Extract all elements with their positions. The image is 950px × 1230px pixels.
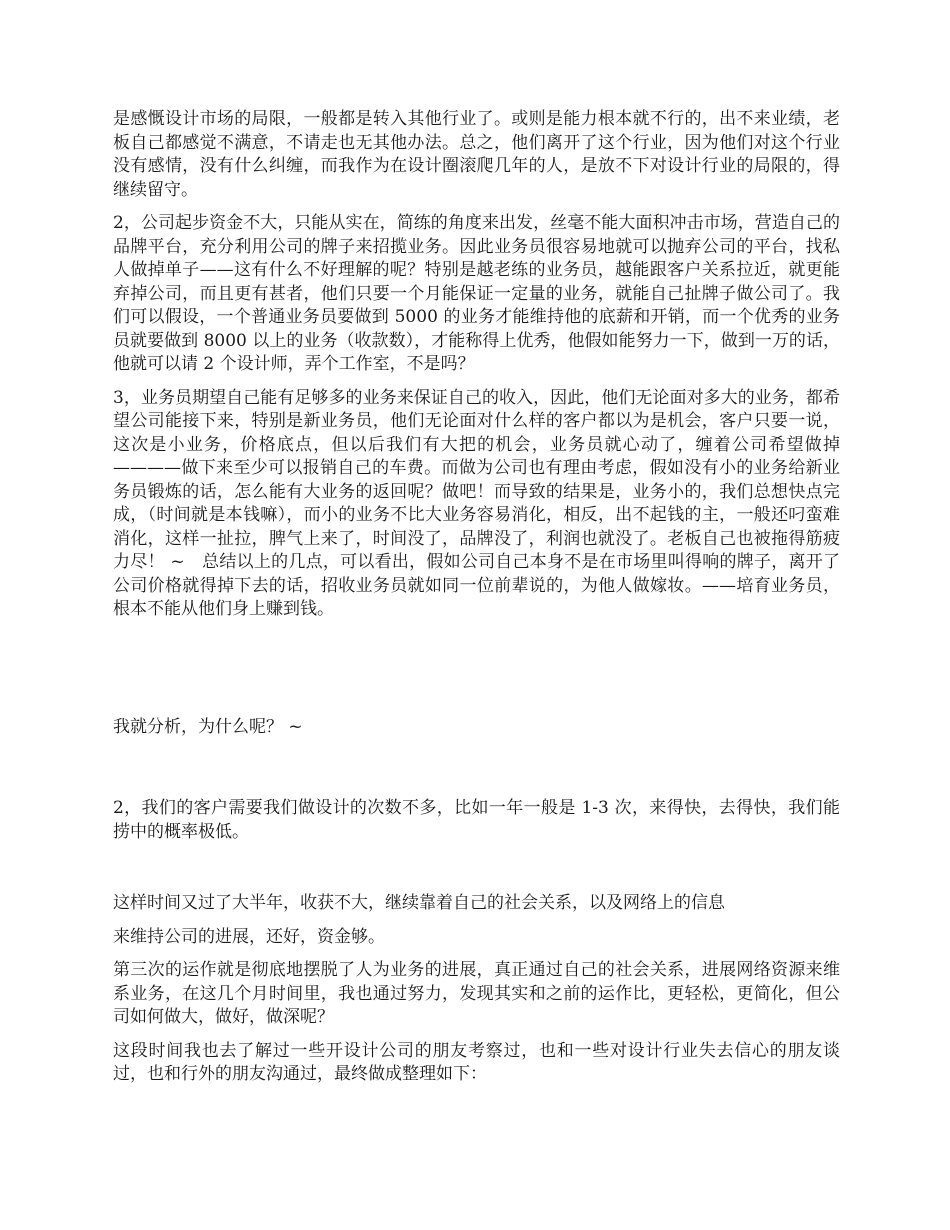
paragraph-third-operation: 第三次的运作就是彻底地摆脱了人为业务的进展，真正通过自己的社会关系，进展网络资源来维系业务，在这几个月时间里，我也通过努力，发现其实和之前的运作比，更轻松，更简化，但公司如何做大，做好，做深呢？ (113, 960, 840, 1027)
paragraph-analysis: 我就分析，为什么呢？ ~ (113, 716, 303, 737)
spacer (113, 854, 840, 892)
paragraph-half-year: 这样时间又过了大半年，收获不大，继续靠着自己的社会关系，以及网络上的信息 (113, 893, 725, 913)
document-body (113, 108, 840, 1097)
paragraph-funding: 来维持公司的进展，还好，资金够。 (113, 926, 385, 947)
paragraph-intro: 是感慨设计市场的局限，一般都是转入其他行业了。或则是能力根本就不行的，出不来业绩，老板自己都感觉不满意，不请走也无其他办法。总之，他们离开了这个行业，因为他们对这个行业没有感情，没有什么纠缠，而我作为在设计圈滚爬几年的人，是放不下对设计行业的局限的，得继续留守。 (113, 109, 840, 200)
spacer (113, 749, 840, 797)
paragraph-point-2-clients: 2，我们的客户需要我们做设计的次数不多，比如一年一般是 1-3 次，来得快，去得快，我们能捞中的概率极低。 (113, 798, 840, 842)
spacer (113, 632, 840, 716)
paragraph-summary: 这段时间我也去了解过一些开设计公司的朋友考察过，也和一些对设计行业失去信心的朋友谈过，也和行外的朋友沟通过，最终做成整理如下： (113, 1040, 840, 1084)
paragraph-point-2-capital: 2，公司起步资金不大，只能从实在，简练的角度来出发，丝毫不能大面积冲击市场，营造自己的品牌平台，充分利用公司的牌子来招揽业务。因此业务员很容易地就可以抛弃公司的平台，找私人做掉单子——这有什么不好理解的呢？特别是越老练的业务员，越能跟客户关系拉近，就更能弃掉公司，而且更有甚者，他们只要一个月能保证一定量的业务，就能自己扯牌子做公司了。我们可以假设，一个普通业务员要做到 5000 的业务才能维持他的底薪和开销，而一个优秀的业务员就要做到 8000 以上的业务（收款数），才能称得上优秀，他假如能努力一下，做到一万的话，他就可以请 2 个设计师，弄个工作室，不是吗？ (113, 213, 840, 374)
paragraph-point-3-salesmen: 3，业务员期望自己能有足够多的业务来保证自己的收入，因此，他们无论面对多大的业务，都希望公司能接下来，特别是新业务员，他们无论面对什么样的客户都以为是机会，客户只要一说，这次是小业务，价格底点，但以后我们有大把的机会，业务员就心动了，缠着公司希望做掉————做下来至少可以报销自己的车费。而做为公司也有理由考虑，假如没有小的业务给新业务员锻炼的话，怎么能有大业务的返回呢？做吧！而导致的结果是，业务小的，我们总想快点完成，（时间就是本钱嘛），而小的业务不比大业务容易消化，相反，出不起钱的主，一般还叼蛮难消化，这样一扯拉，脾气上来了，时间没了，品牌没了，利润也就没了。老板自己也被拖得筋疲力尽！ ~ 总结以上的几点，可以看出，假如公司自己本身不是在市场里叫得响的牌子，离开了公司价格就得掉下去的话，招收业务员就如同一位前辈说的，为他人做嫁妆。——培育业务员，根本不能从他们身上赚到钱。 (113, 387, 840, 619)
